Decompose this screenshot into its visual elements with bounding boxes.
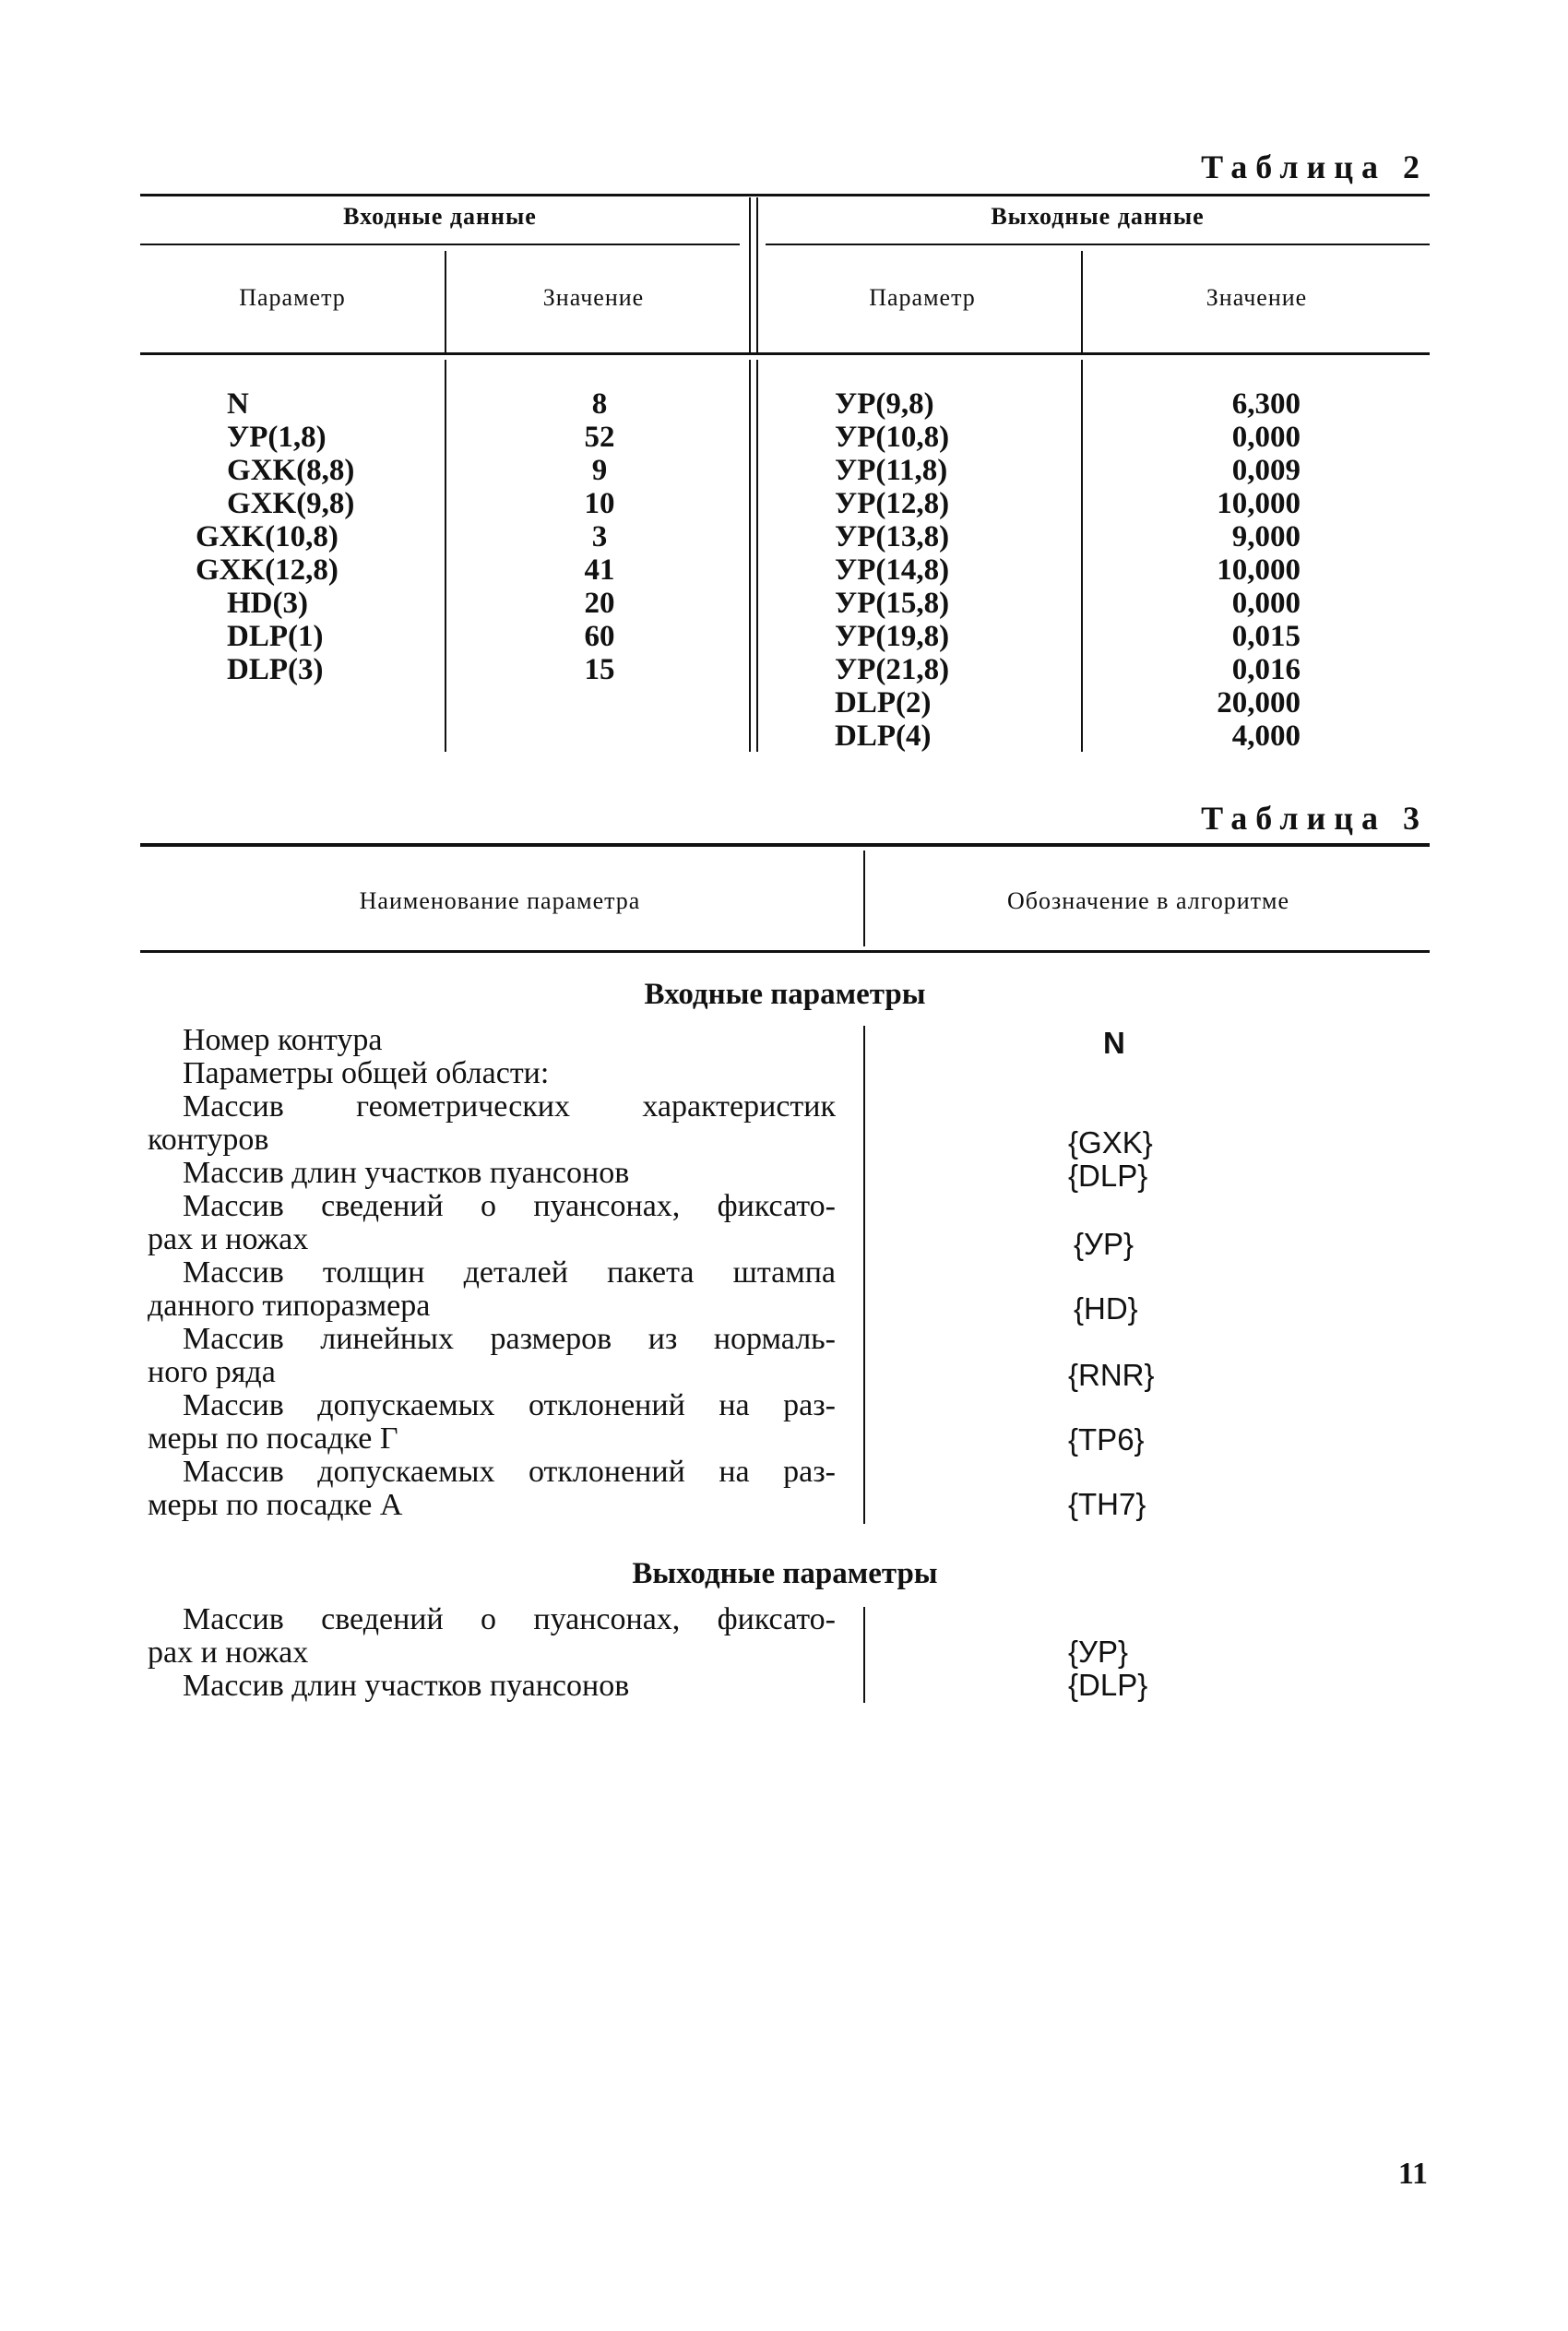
output-section-title: Выходные параметры — [632, 1557, 938, 1590]
output-param: УР(15,8) — [835, 587, 950, 620]
output-param: УР(12,8) — [835, 487, 950, 520]
table2-input-subrule — [140, 244, 740, 245]
output-param: DLP(2) — [835, 686, 932, 720]
output-param: УР(21,8) — [835, 653, 950, 686]
output-symbol-up: {УР} — [1068, 1635, 1129, 1669]
table2-double-divider-a — [749, 197, 751, 352]
table2-input-params — [194, 387, 434, 686]
table2-input-header: Входные данные — [343, 203, 537, 230]
table3-top-rule — [140, 843, 1430, 847]
param-name-line: Номер контура — [183, 1023, 383, 1057]
symbol-tp6: {TP6} — [1068, 1422, 1145, 1457]
input-param: N — [227, 387, 249, 421]
param-name-line: Параметры общей области: — [183, 1056, 550, 1090]
input-value: 60 — [584, 620, 615, 653]
table2-header-bottom-rule — [140, 352, 1430, 355]
param-name-line: Массив допускаемых отклонений на раз- — [183, 1388, 836, 1422]
table2-double-divider-b — [756, 197, 758, 352]
input-value: 3 — [591, 520, 608, 553]
input-value: 10 — [584, 487, 615, 520]
symbol-gxk: {GXK} — [1068, 1125, 1153, 1160]
output-param-names — [148, 1603, 836, 1703]
table2-output-params — [835, 387, 1075, 753]
symbol-th7: {TH7} — [1068, 1487, 1146, 1521]
param-name-line: Массив толщин деталей пакета штампа — [183, 1255, 836, 1290]
table2-divider-output-header — [1081, 251, 1083, 352]
output-value: 0,000 — [1231, 587, 1301, 620]
input-value: 8 — [591, 387, 608, 421]
table2-top-rule — [140, 194, 1430, 196]
table2-double-divider-body-b — [756, 360, 758, 752]
output-value: 0,015 — [1231, 620, 1301, 653]
output-param: УР(11,8) — [835, 454, 948, 487]
symbol-up: {УР} — [1074, 1227, 1134, 1261]
input-value: 9 — [591, 454, 608, 487]
output-param: DLP(4) — [835, 720, 932, 753]
output-value: 0,016 — [1231, 653, 1301, 686]
input-param-names — [148, 1024, 836, 1522]
output-symbol-dlp: {DLP} — [1068, 1668, 1148, 1702]
input-param: GXK(8,8) — [227, 454, 355, 487]
output-value: 0,009 — [1231, 454, 1301, 487]
output-value: 20,000 — [1217, 686, 1301, 720]
param-name-line: Массив сведений о пуансонах, фиксато- — [183, 1189, 836, 1223]
table2-divider-input-header — [445, 251, 446, 352]
input-value: 41 — [584, 553, 615, 587]
param-name-line: меры по посадке Г — [148, 1421, 398, 1456]
param-name-line: Массив допускаемых отклонений на раз- — [183, 1455, 836, 1489]
output-value: 6,300 — [1231, 387, 1301, 421]
table2-divider-output-body — [1081, 360, 1083, 752]
table2-title: Таблица 2 — [1201, 149, 1428, 185]
symbol-rnr: {RNR} — [1068, 1358, 1155, 1392]
input-param: HD(3) — [227, 587, 308, 620]
table3-title: Таблица 3 — [1201, 800, 1428, 837]
input-value: 20 — [584, 587, 615, 620]
table2-output-param-header: Параметр — [869, 284, 976, 311]
table3-name-header: Наименование параметра — [359, 887, 641, 914]
table3-header-divider — [863, 850, 865, 946]
table2-output-values — [1153, 387, 1301, 753]
output-param: УР(14,8) — [835, 553, 950, 587]
input-param: GXK(12,8) — [196, 553, 339, 587]
param-name-line: рах и ножах — [148, 1222, 309, 1256]
page-number: 11 — [1397, 2157, 1428, 2191]
table2-divider-input-body — [445, 360, 446, 752]
input-param: DLP(1) — [227, 620, 324, 653]
output-value: 9,000 — [1231, 520, 1301, 553]
symbol-n: N — [1103, 1026, 1125, 1060]
output-value: 0,000 — [1231, 421, 1301, 454]
output-param: УР(13,8) — [835, 520, 950, 553]
output-param: УР(10,8) — [835, 421, 950, 454]
table2-input-values — [553, 387, 646, 686]
param-name-line: меры по посадке А — [148, 1488, 403, 1522]
param-name-line: Массив сведений о пуансонах, фиксато- — [183, 1602, 836, 1636]
input-param: УР(1,8) — [227, 421, 327, 454]
table3-header-bottom-rule — [140, 950, 1430, 953]
output-value: 10,000 — [1217, 553, 1301, 587]
param-name-line: Массив длин участков пуансонов — [183, 1156, 630, 1190]
symbol-hd: {HD} — [1074, 1291, 1138, 1326]
table2-input-value-header: Значение — [542, 284, 645, 311]
output-value: 10,000 — [1217, 487, 1301, 520]
table2-output-header: Выходные данные — [991, 203, 1205, 230]
param-name-line: данного типоразмера — [148, 1289, 431, 1323]
input-value: 52 — [584, 421, 615, 454]
input-param: GXK(9,8) — [227, 487, 355, 520]
param-name-line: Массив геометрических характеристик — [183, 1089, 836, 1124]
input-param: DLP(3) — [227, 653, 324, 686]
param-name-line: ного ряда — [148, 1355, 276, 1389]
param-name-line: рах и ножах — [148, 1635, 309, 1670]
output-value: 4,000 — [1231, 720, 1301, 753]
table2-double-divider-body-a — [749, 360, 751, 752]
param-name-line: Массив линейных размеров из нормаль- — [183, 1322, 836, 1356]
input-value: 15 — [584, 653, 615, 686]
table2-input-param-header: Параметр — [239, 284, 346, 311]
table3-input-divider — [863, 1026, 865, 1524]
symbol-dlp: {DLP} — [1068, 1159, 1148, 1193]
table3-output-divider — [863, 1607, 865, 1703]
output-param: УР(19,8) — [835, 620, 950, 653]
param-name-line: Массив длин участков пуансонов — [183, 1669, 630, 1703]
input-param: GXK(10,8) — [196, 520, 339, 553]
table3-symbol-header: Обозначение в алгоритме — [1007, 887, 1289, 914]
param-name-line: контуров — [148, 1123, 269, 1157]
input-section-title: Входные параметры — [644, 978, 926, 1011]
output-param: УР(9,8) — [835, 387, 934, 421]
table2-output-value-header: Значение — [1206, 284, 1308, 311]
table2-output-subrule — [766, 244, 1430, 245]
